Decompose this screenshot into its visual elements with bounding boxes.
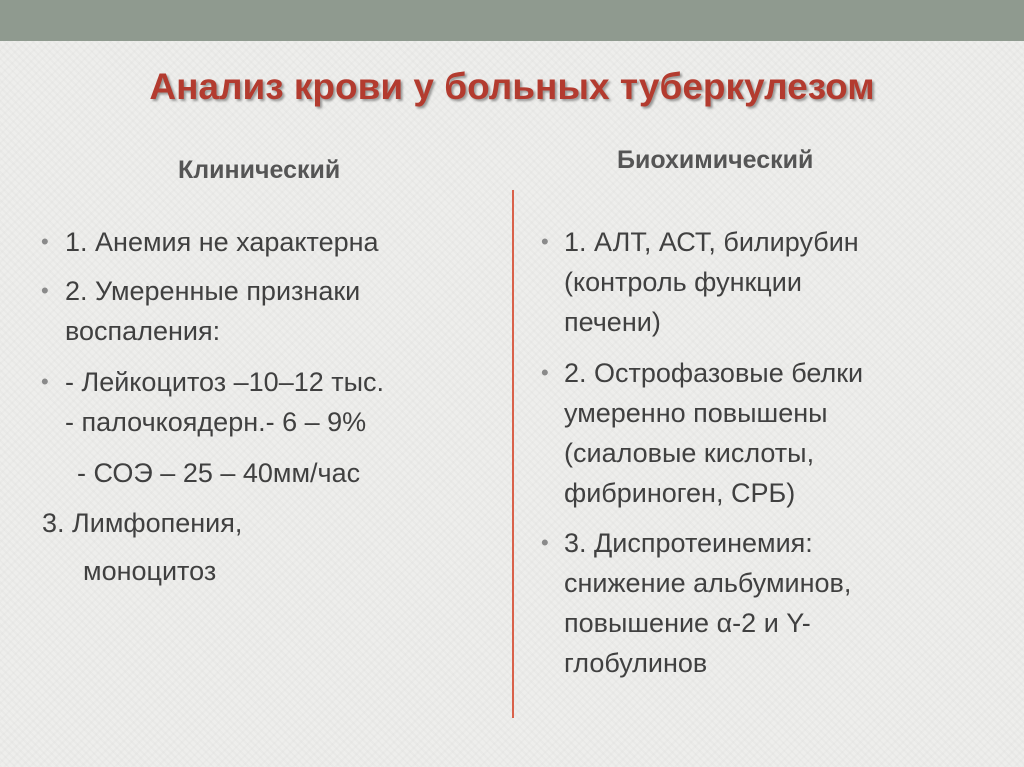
bullet-icon: • (41, 369, 49, 394)
left-line-5: - палочкоядерн.- 6 – 9% (65, 407, 367, 437)
right-line-1: 1. АЛТ, АСТ, билирубин (564, 227, 859, 257)
left-line-8: моноцитоз (83, 556, 217, 586)
right-line-5: умеренно повышены (564, 398, 828, 428)
bullet-icon: • (541, 229, 549, 254)
slide-title: Анализ крови у больных туберкулезом (149, 66, 875, 107)
bullet-icon: • (41, 278, 49, 303)
right-line-4: 2. Острофазовые белки (564, 358, 864, 388)
bullet-icon: • (41, 229, 49, 254)
right-line-3: печени) (564, 307, 661, 337)
left-line-1: 1. Анемия не характерна (65, 227, 379, 257)
column-divider (512, 190, 514, 718)
right-line-2: (контроль функции (564, 267, 802, 297)
left-line-2: 2. Умеренные признаки (65, 276, 361, 306)
bullet-icon: • (541, 530, 549, 555)
heading-clinical: Клинический (178, 156, 341, 184)
left-line-3: воспаления: (65, 316, 221, 346)
right-line-8: 3. Диспротеинемия: (564, 528, 813, 558)
left-line-4: - Лейкоцитоз –10–12 тыс. (65, 367, 385, 397)
right-line-11: глобулинов (564, 648, 708, 678)
right-line-10: повышение α-2 и Y- (564, 608, 811, 638)
left-line-6: - СОЭ – 25 – 40мм/час (77, 458, 361, 488)
left-line-7: 3. Лимфопения, (42, 508, 243, 538)
top-band (0, 0, 1024, 41)
right-line-7: фибриноген, СРБ) (564, 478, 796, 508)
bullet-icon: • (541, 360, 549, 385)
right-line-9: снижение альбуминов, (564, 568, 852, 598)
right-line-6: (сиаловые кислоты, (564, 438, 815, 468)
heading-biochemical: Биохимический (617, 146, 814, 174)
